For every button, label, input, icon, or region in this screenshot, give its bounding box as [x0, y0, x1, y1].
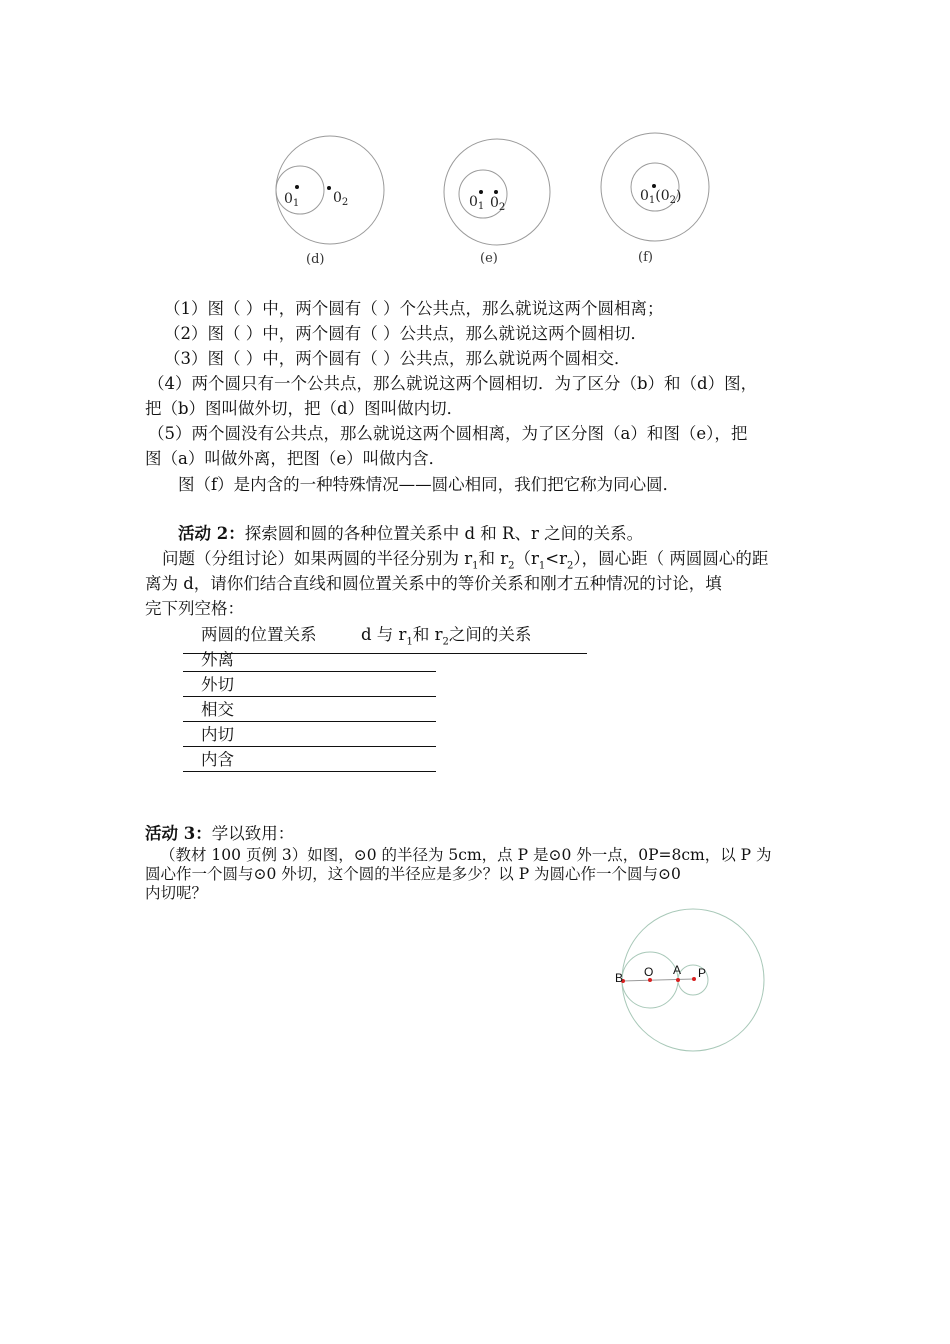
activity3-label-b: B [615, 971, 624, 985]
table-row-label: 外离 [201, 650, 234, 669]
figure-e-caption: (e) [480, 251, 498, 266]
figure-e-center-o1 [479, 190, 483, 194]
table-row-label: 内切 [201, 725, 234, 744]
activity3-figure [615, 909, 764, 1051]
table-row-xiangjiao [183, 699, 436, 722]
question-1: （1）图（ ）中，两个圆有（ ）个公共点，那么就说这两个圆相离； [164, 299, 664, 318]
activity2-problem-line2: 离为 d，请你们结合直线和圆位置关系中的等价关系和刚才五种情况的讨论，填 [145, 574, 722, 593]
figure-e-center-o2 [494, 190, 498, 194]
problem-text-c: （r [514, 549, 539, 568]
figure-e-label-o2: $0_2$ [490, 195, 506, 213]
activity3-line3: 内切呢？ [145, 884, 208, 902]
activity3-line2: 圆心作一个圆与⊙0 外切，这个圆的半径应是多少？以 P 为圆心作一个圆与⊙0 [145, 865, 681, 883]
figure-e-label-o1: $0_1$ [469, 194, 485, 212]
activity3-point-a [676, 978, 680, 982]
problem-text-e: ），圆心距（ 两圆圆心的距 [573, 549, 769, 568]
activity2-heading [178, 522, 643, 546]
table-row-label: 内含 [201, 750, 234, 769]
activity2-problem-line3: 完下列空格： [145, 599, 244, 618]
activity2-title-rest: 探索圆和圆的各种位置关系中 d 和 R、r 之间的关系。 [244, 524, 644, 543]
table-row-label: 相交 [201, 700, 234, 719]
question-5-line1: （5）两个圆没有公共点，那么就说这两个圆相离，为了区分图（a）和图（e），把 [148, 424, 748, 443]
figure-d-label-o1: $0_1$ [284, 191, 300, 209]
figure-d-outer-circle [276, 136, 384, 244]
activity3-line1: （教材 100 页例 3）如图，⊙0 的半径为 5cm，点 P 是⊙0 外一点，0P=8cm，以 P 为 [160, 846, 772, 864]
activity3-title: 活动 3： [145, 824, 212, 843]
table-row-label: 外切 [201, 675, 234, 694]
problem-text-d: <r [545, 549, 568, 568]
question-4-line1: （4）两个圆只有一个公共点，那么就说这两个圆相切．为了区分（b）和（d）图， [148, 374, 758, 393]
activity3-label-a: A [673, 963, 682, 977]
figure-d-center-o2 [327, 186, 331, 190]
activity2-title: 活动 2： [178, 524, 245, 543]
table-header-d: d 与 $r_1$和 $r_2$之间的关系 [361, 625, 532, 648]
figure-d-center-o1 [295, 185, 299, 189]
problem-text-a: 问题（分组讨论）如果两圆的半径分别为 r [162, 549, 473, 568]
problem-text-b: 和 r [478, 549, 509, 568]
question-3: （3）图（ ）中，两个圆有（ ）公共点，那么就说两个圆相交． [164, 349, 631, 368]
table-row-waiqie [183, 674, 436, 697]
figure-f [601, 133, 709, 265]
figure-f-caption: (f) [638, 250, 653, 265]
figure-d [276, 136, 384, 267]
question-2: （2）图（ ）中，两个圆有（ ）公共点，那么就说这两个圆相切． [164, 324, 647, 343]
table-row-waili [183, 649, 436, 672]
activity3-point-p [692, 977, 696, 981]
concentric-note: 图（f）是内含的一种特殊情况——圆心相同，我们把它称为同心圆． [178, 475, 680, 494]
activity3-title-rest: 学以致用： [211, 824, 295, 843]
activity3-label-o: O [644, 965, 654, 979]
table-row-neihan [183, 749, 436, 772]
figure-d-label-o2: $0_2$ [333, 190, 349, 208]
activity3-label-p: P [698, 966, 707, 980]
activity2-problem-line1: 问题（分组讨论）如果两圆的半径分别为 $r_1$和 $r_2(r_1<r_2)$，圆心距（ 两圆圆心的距 [162, 549, 769, 572]
figure-e [444, 139, 550, 266]
activity3-line-bp [622, 979, 694, 981]
table-header-relation: 两圆的位置关系 [201, 625, 317, 644]
table-row-neiqie [183, 724, 436, 747]
figure-f-label: $0_1(0_2)$ [640, 188, 682, 206]
figure-d-caption: (d) [306, 252, 325, 267]
question-5-line2: 图（a）叫做外离，把图（e）叫做内含． [145, 449, 446, 468]
question-4-line2: 把（b）图叫做外切，把（d）图叫做内切． [145, 399, 464, 418]
